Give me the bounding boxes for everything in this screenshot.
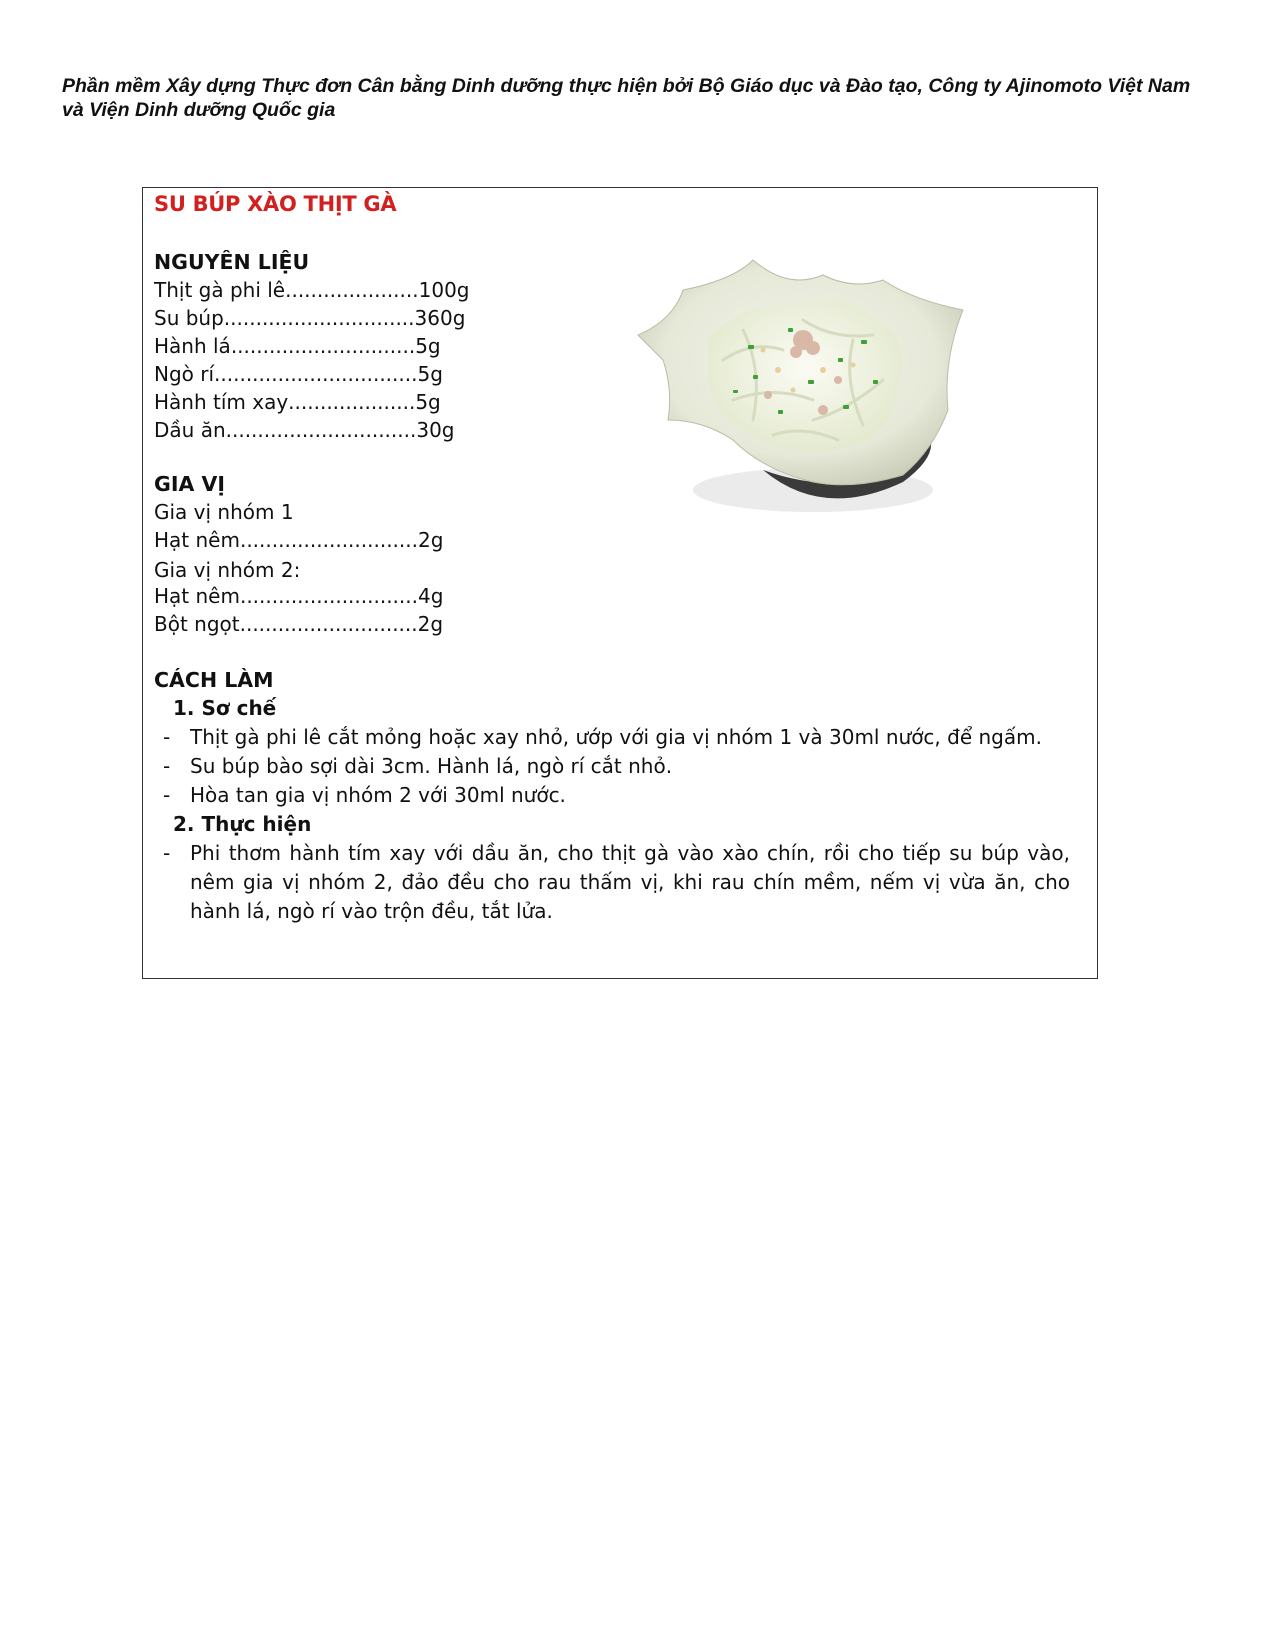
ingredient-name: Bột ngọt: [154, 612, 240, 636]
method-bullet: [163, 752, 1073, 781]
ingredient-row: [154, 276, 470, 304]
spice-title: GIA VỊ: [154, 472, 225, 496]
bullet-dash: -: [163, 725, 171, 749]
ingredient-row: [154, 304, 466, 332]
ingredient-dots: ............................: [239, 584, 418, 608]
ingredient-dots: ................................: [214, 362, 418, 386]
ingredient-name: Hành tím xay: [154, 390, 289, 414]
ingredient-row: [154, 360, 454, 388]
ingredient-row: [154, 332, 454, 360]
ingredient-quantity: 4g: [417, 584, 444, 608]
method-bullet: [163, 839, 1073, 929]
bullet-dash: -: [163, 783, 171, 807]
step2-title: 2. Thực hiện: [173, 812, 312, 836]
ingredient-quantity: 30g: [416, 418, 455, 442]
ingredients-title: NGUYÊN LIỆU: [154, 250, 310, 274]
recipe-title: SU BÚP XÀO THỊT GÀ: [154, 192, 397, 216]
ingredient-row: [154, 416, 454, 444]
ingredient-quantity: 5g: [415, 390, 441, 414]
ingredient-dots: .....................: [285, 278, 419, 302]
ingredient-name: Ngò rí: [154, 362, 215, 386]
bullet-dash: -: [163, 754, 171, 778]
ingredient-dots: ....................: [288, 390, 416, 414]
ingredient-quantity: 2g: [417, 528, 444, 552]
ingredient-name: Thịt gà phi lê: [154, 278, 286, 302]
bullet-text: Phi thơm hành tím xay với dầu ăn, cho thịt gà vào xào chín, rồi cho tiếp su búp vào, nêm gia vị nhóm 2, đảo đều cho rau thấm vị, khi rau chín mềm, nếm vị vừa ăn, cho hành lá, ngò rí vào trộn đều, tắt lửa.: [190, 841, 1070, 923]
ingredient-dots: ..............................: [223, 306, 415, 330]
bullet-text: Thịt gà phi lê cắt mỏng hoặc xay nhỏ, ướp với gia vị nhóm 1 và 30ml nước, để ngấm.: [190, 725, 1042, 749]
ingredient-row: [154, 610, 454, 638]
document-header: Phần mềm Xây dựng Thực đơn Cân bằng Dinh dưỡng thực hiện bởi Bộ Giáo dục và Đào tạo, Công ty Ajinomoto Việt Nam và Viện Dinh dưỡng Quốc gia: [62, 75, 1191, 121]
ingredient-row: [154, 582, 454, 610]
method-title: CÁCH LÀM: [154, 668, 274, 692]
spice-group1-label: Gia vị nhóm 1: [154, 500, 294, 524]
ingredient-quantity: 2g: [417, 612, 444, 636]
bullet-text: Hòa tan gia vị nhóm 2 với 30ml nước.: [190, 783, 566, 807]
ingredient-row: [154, 388, 454, 416]
ingredient-dots: .............................: [230, 334, 416, 358]
ingredient-name: Hạt nêm: [154, 584, 240, 608]
ingredient-quantity: 5g: [415, 334, 441, 358]
ingredient-dots: ............................: [239, 528, 418, 552]
ingredient-dots: ............................: [239, 612, 418, 636]
dish-photo: [613, 220, 993, 540]
ingredient-dots: ..............................: [225, 418, 417, 442]
ingredient-name: Hành lá: [154, 334, 231, 358]
ingredient-name: Su búp: [154, 306, 224, 330]
ingredient-name: Hạt nêm: [154, 528, 240, 552]
bullet-text: Su búp bào sợi dài 3cm. Hành lá, ngò rí cắt nhỏ.: [190, 754, 673, 778]
recipe-card: [142, 187, 1098, 979]
step1-title: 1. Sơ chế: [173, 696, 277, 720]
method-bullet: [163, 723, 1073, 752]
ingredient-quantity: 360g: [414, 306, 466, 330]
ingredient-name: Dầu ăn: [154, 418, 226, 442]
ingredient-quantity: 5g: [417, 362, 443, 386]
bullet-dash: -: [163, 841, 171, 865]
ingredient-quantity: 100g: [418, 278, 470, 302]
method-bullet: [163, 781, 1073, 810]
ingredient-row: [154, 526, 454, 554]
spice-group2-label: Gia vị nhóm 2:: [154, 558, 301, 582]
